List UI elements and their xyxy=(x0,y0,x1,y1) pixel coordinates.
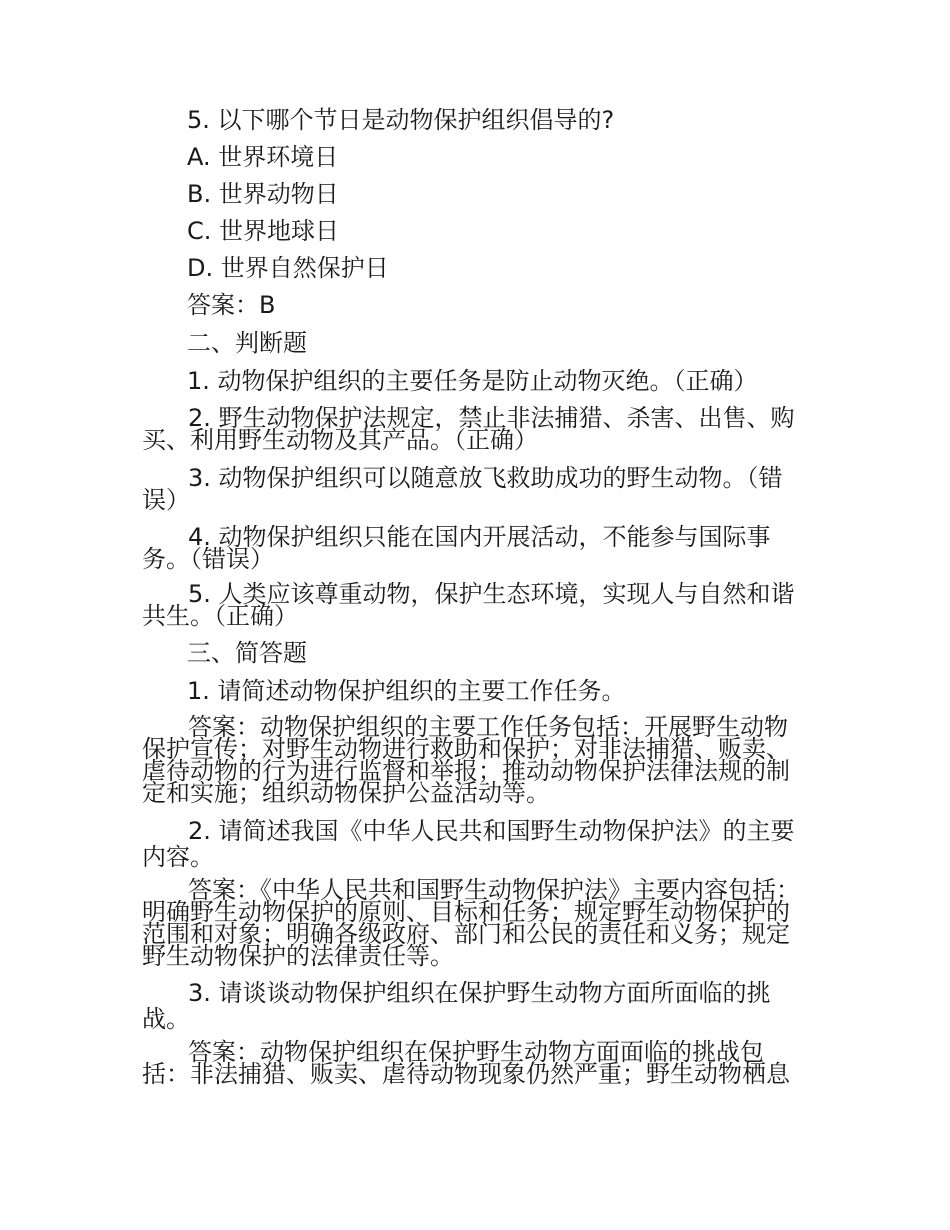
answer-q5: 答案：B xyxy=(187,291,276,319)
option-c: C. 世界地球日 xyxy=(187,217,340,245)
section-heading-short-answer: 三、简答题 xyxy=(187,639,307,667)
judgment-item-3: 3. 动物保护组织可以随意放飞救助成功的野生动物。（错误） xyxy=(142,464,783,514)
section-heading-judgment: 二、判断题 xyxy=(187,329,307,357)
judgment-item-4: 4. 动物保护组织只能在国内开展活动，不能参与国际事务。（错误） xyxy=(142,523,771,573)
short-question-2: 2. 请简述我国《中华人民共和国野生动物保护法》的主要内容。 xyxy=(142,817,795,871)
short-question-1: 1. 请简述动物保护组织的主要工作任务。 xyxy=(187,677,626,705)
short-answer-3: 答案：动物保护组织在保护野生动物方面面临的挑战包括：非法捕猎、贩卖、虐待动物现象仍然严重；野生动物栖息 xyxy=(142,1038,790,1088)
short-question-3: 3. 请谈谈动物保护组织在保护野生动物方面所面临的挑战。 xyxy=(142,979,771,1033)
option-a: A. 世界环境日 xyxy=(187,143,339,171)
option-b: B. 世界动物日 xyxy=(187,180,339,208)
judgment-item-5: 5. 人类应该尊重动物，保护生态环境，实现人与自然和谐共生。（正确） xyxy=(142,580,795,630)
short-answer-2: 答案：《中华人民共和国野生动物保护法》主要内容包括：明确野生动物保护的原则、目标和任务；规定野生动物保护的范围和对象；明确各级政府、部门和公民的责任和义务；规定野生动物保护的法律责任等。 xyxy=(142,876,800,970)
option-d: D. 世界自然保护日 xyxy=(187,254,389,282)
short-answer-1: 答案：动物保护组织的主要工作任务包括：开展野生动物保护宣传；对野生动物进行救助和保护；对非法捕猎、贩卖、虐待动物的行为进行监督和举报；推动动物保护法律法规的制定和实施；组织动物保护公益活动等。 xyxy=(142,713,790,807)
judgment-item-1: 1. 动物保护组织的主要任务是防止动物灭绝。（正确） xyxy=(187,367,758,395)
judgment-item-2: 2. 野生动物保护法规定，禁止非法捕猎、杀害、出售、购买、利用野生动物及其产品。（正确） xyxy=(142,404,795,454)
question-5: 5. 以下哪个节日是动物保护组织倡导的? xyxy=(187,106,615,134)
